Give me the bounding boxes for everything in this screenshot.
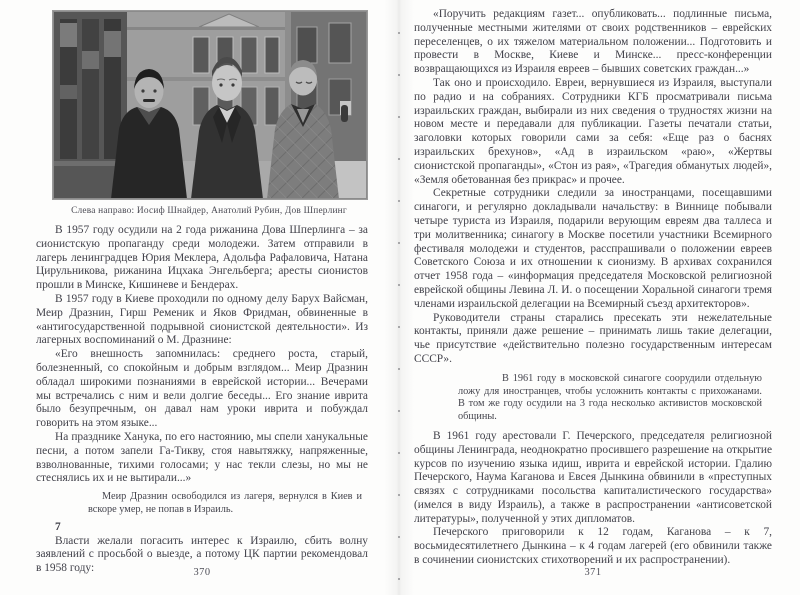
side-note: Меир Дразнин освободился из лагеря, вернулся в Киев и вскоре умер, не попав в Израиль. [88,491,362,515]
paragraph: Так оно и происходило. Евреи, вернувшиеся из Израиля, выступали по радио и на собраниях. Сотрудники КГБ просматривали письма израильских граждан, выбирали из них сведения о трудностях жизни на новом месте и передавали для публикации. Газеты печатали статьи, заголовки которых говорили сами за себя: «Еще раз о баснях израильских брехунов», «Ад в израильском «раю», «Жертвы сионистской пропаганды», «Стон из рая», «Трагедия обманутых людей», «Земля обетованная без прикрас» и прочее. [414,76,772,186]
paragraph: На празднике Ханука, по его настоянию, мы спели ханукальные песни, а потом запели Га-Тикву, стоя навытяжку, напряженные, взволнованные, тихими голосами; у нас текли слезы, но мы не стеснялись их и не вытирали...» [36,430,368,485]
photo-three-men-image [52,10,368,200]
side-note: В 1961 году в московской синагоге соорудили отдельную ложу для иностранцев, чтобы усложнить контакты с прихожанами. В том же году осудили на 3 года несколько активистов московской общины. [458,372,762,423]
paragraph: В 1961 году арестовали Г. Печерского, председателя религиозной общины Ленинграда, неоднократно просившего разрешение на открытие курсов по изучению языка идиш, иврита и еврейской истории. Гдалию Печерского, Наума Каганова и Евсея Дынкина обвинили в «преступных связях с сотрудниками посольства капиталистического государства» (имелся в виду Израиль), а также в распространении «антисоветской литературы», полученной у этих дипломатов. [414,429,772,525]
page-number-right: 371 [584,567,602,578]
paragraph: Печерского приговорили к 12 годам, Каганова – к 7, восьмидесятилетнего Дынкина – к 4 годам лагерей (его обвинили также в сочинении сионистских стихотворений и их распространении). [414,526,772,567]
right-page [414,0,772,595]
page-number-left: 370 [193,567,211,578]
paragraph: В 1957 году в Киеве проходили по одному делу Барух Вайсман, Меир Дразнин, Гирш Ременик и Яков Фридман, обвиненные в «антигосударственной подрывной сионистской деятельности». Из лагерных воспоминаний о М. Дразнине: [36,292,368,347]
paragraph: Руководители страны старались пресекать эти нежелательные контакты, приняли даже решение – принимать лишь такие делегации, чье присутствие «действительно полезно государственным интересам СССР». [414,311,772,365]
left-page [36,0,368,595]
paragraph: «Поручить редакциям газет... опубликовать... подлинные письма, полученные местными жителями от своих родственников – еврейских переселенцев, о их тяжелом материальном положении... Подготовить и провести в Москве, Киеве и Минске... пресс-конференции возвращающихся из Израиля евреев – бывших советских граждан...» [414,8,772,76]
paragraph: Власти желали погасить интерес к Израилю, сбить волну заявлений с просьбой о выезде, а потому ЦК партии рекомендовал в 1958 году: [36,534,368,575]
paragraph: Секретные сотрудники следили за иностранцами, посещавшими синагоги, и регулярно докладывали начальству: в Виннице побывали четыре туриста из Израиля, подарили верующим евреям два таллеса и три молитвенника; синагогу в Москве посетили участники Всемирного фестиваля молодежи и студентов, расспрашивали о положении евреев Советского Союза и их отношении к сионизму. В архивах сохранился отчет 1958 года – «информация председателя Московской религиозной еврейской общины Левина Л. И. о посещении Хоральной синагоги тремя членами израильской делегации на Всемирный съезд архитекторов». [414,187,772,310]
paragraph: «Его внешность запомнилась: среднего роста, старый, болезненный, со спокойным и добрым взглядом... Меир Дразнин обладал широкими познаниями в еврейской истории... Вечерами мы встречались с ним и вели долгие беседы... Его знание иврита было безупречным, он давал нам уроки иврита и побуждал говорить на этом языке... [36,348,368,430]
binding-stitches [398,32,400,588]
paragraph: В 1957 году осудили на 2 года рижанина Дова Шперлинга – за сионистскую пропаганду среди молодежи. Затем отправили в лагерь ленинградцев Юрия Меклера, Адольфа Рафаловича, Натана Цирульникова, рижанина Ицхака Энгельберга; аресты сионистов прошли в Минске, Кишиневе и Бендерах. [36,224,368,292]
left-page-text [36,224,368,576]
photo-caption: Слева направо: Иосиф Шнайдер, Анатолий Рубин, Дов Шперлинг [71,206,347,216]
photo-distant-figure [341,105,348,122]
photo-three-men [52,10,366,217]
right-page-text [414,8,772,568]
section-heading: 7 [55,520,61,533]
